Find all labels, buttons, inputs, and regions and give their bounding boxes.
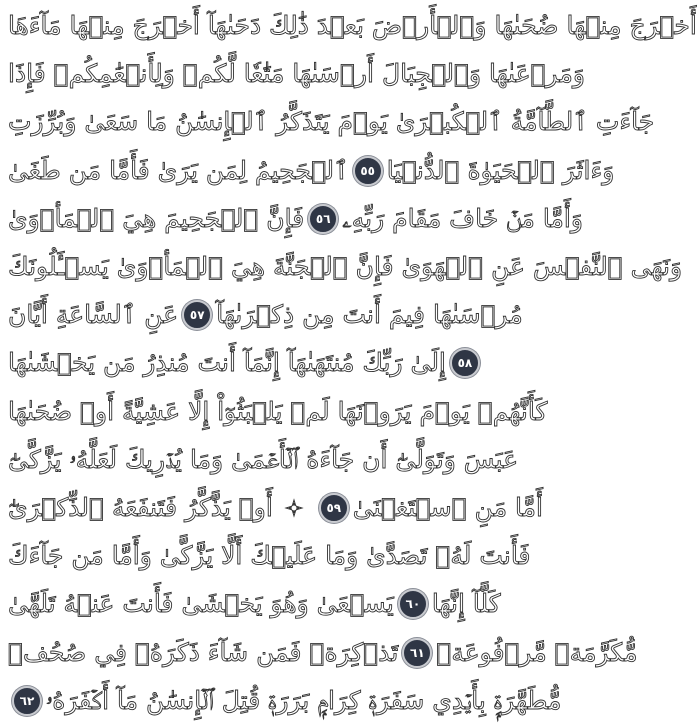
text-line	[8, 195, 583, 243]
verse-text: وَأَمَّا مَنۡ خَافَ مَقَامَ رَبِّهِۦ	[342, 203, 583, 233]
verse-text: ٱلۡجَحِيمُ لِمَن يَرَىٰ فَأَمَّا مَن طَغَىٰ	[8, 155, 349, 185]
ayah-number-marker: ٥٥	[353, 156, 383, 186]
text-line	[8, 291, 523, 339]
text-line	[8, 50, 585, 98]
text-line	[8, 436, 519, 484]
text-line	[8, 580, 501, 628]
ayah-number-marker: ٥٨	[450, 348, 480, 378]
ayah-number-marker: ٦٠	[398, 589, 428, 619]
ayah-number-marker: ٦١	[402, 638, 432, 668]
verse-text: عَبَسَ وَتَوَلَّىٰٓ أَن جَآءَهُ ٱلۡأَعۡمَىٰ وَمَا يُدۡرِيكَ لَعَلَّهُۥ يَزَّكَّىٰٓ	[8, 444, 519, 474]
text-line	[8, 532, 531, 580]
verse-text: مُرۡسَىٰهَا فِيمَ أَنتَ مِن ذِكۡرَىٰهَآ	[216, 300, 523, 330]
verse-text: مُّكَرَّمَةٖ مَّرۡفُوعَةٖ	[436, 637, 638, 667]
text-line	[8, 484, 544, 532]
verse-text: إِلَىٰ رَبِّكَ مُنتَهَىٰهَآ إِنَّمَآ أَنتَ مُنذِرُ مَن يَخۡشَىٰهَا	[8, 348, 446, 378]
ayah-number-marker: ٥٦	[308, 204, 338, 234]
ayah-number-marker: ٦٢	[12, 686, 42, 716]
text-line	[8, 243, 683, 291]
verse-text: تَذۡكِرَةٞ فَمَن شَآءَ ذَكَرَهُۥ فِي صُحُفٖ	[8, 637, 399, 667]
ayah-number-marker: ٥٩	[319, 493, 349, 523]
text-line	[8, 98, 655, 146]
text-line	[8, 2, 697, 50]
verse-text: كَلَّآ إِنَّهَا	[431, 589, 501, 619]
verse-text: وَنَهَى ٱلنَّفۡسَ عَنِ ٱلۡهَوَىٰ فَإِنَّ ٱلۡجَنَّةَ هِيَ ٱلۡمَأۡوَىٰ يَسۡـَٔلُونَكَ	[8, 252, 683, 282]
text-line	[8, 677, 562, 725]
text-line	[8, 147, 615, 195]
sajda-star-icon	[283, 497, 305, 519]
verse-text: أَخۡرَجَ مِنۡهَا ضُحَىٰهَا وَٱلۡأَرۡضَ بَعۡدَ ذَٰلِكَ دَحَىٰهَآ أَخۡرَجَ مِنۡهَا مَآءَهَا	[8, 11, 697, 41]
ayah-number-marker: ٥٧	[182, 300, 212, 330]
verse-text: أَوۡ يَذَّكَّرُ فَتَنفَعَهُ ٱلذِّكۡرَىٰٓ	[8, 492, 273, 522]
text-line	[8, 628, 638, 676]
verse-text: يَسۡعَىٰ وَهُوَ يَخۡشَىٰ فَأَنتَ عَنۡهُ تَلَهَّىٰ	[8, 589, 394, 619]
verse-text: وَمَرۡعَىٰهَا وَٱلۡجِبَالَ أَرۡسَىٰهَا مَتَٰعٗا لَّكُمۡ وَلِأَنۡعَٰمِكُمۡ فَإِذَا	[8, 59, 585, 89]
text-line	[8, 339, 473, 387]
verse-text: أَمَّا مَنِ ٱسۡتَغۡنَىٰ	[352, 492, 544, 522]
verse-text: جَآءَتِ ٱلطَّآمَّةُ ٱلۡكُبۡرَىٰ يَوۡمَ يَتَذَكَّرُ ٱلۡإِنسَٰنُ مَا سَعَىٰ وَبُرِّزَتِ	[8, 107, 655, 137]
verse-text: فَإِنَّ ٱلۡجَحِيمَ هِيَ ٱلۡمَأۡوَىٰ	[8, 203, 305, 233]
verse-text: وَءَاثَرَ ٱلۡحَيَوٰةَ ٱلدُّنۡيَا	[386, 155, 615, 185]
verse-text: فَأَنتَ لَهُۥ تَصَدَّىٰ وَمَا عَلَيۡكَ أَلَّا يَزَّكَّىٰ وَأَمَّا مَن جَآءَكَ	[8, 541, 531, 571]
text-line	[8, 388, 548, 436]
verse-text: عَنِ ٱلسَّاعَةِ أَيَّانَ	[8, 300, 179, 330]
verse-text: مُّطَهَّرَةِۭ بِأَيۡدِي سَفَرَةٖ كِرَامِۭ بَرَرَةٖ قُتِلَ ٱلۡإِنسَٰنُ مَآ أَكۡفَرَهُۥ	[46, 685, 562, 715]
verse-text: كَأَنَّهُمۡ يَوۡمَ يَرَوۡنَهَا لَمۡ يَلۡبَثُوٓاْ إِلَّا عَشِيَّةً أَوۡ ضُحَىٰهَا	[8, 396, 548, 426]
